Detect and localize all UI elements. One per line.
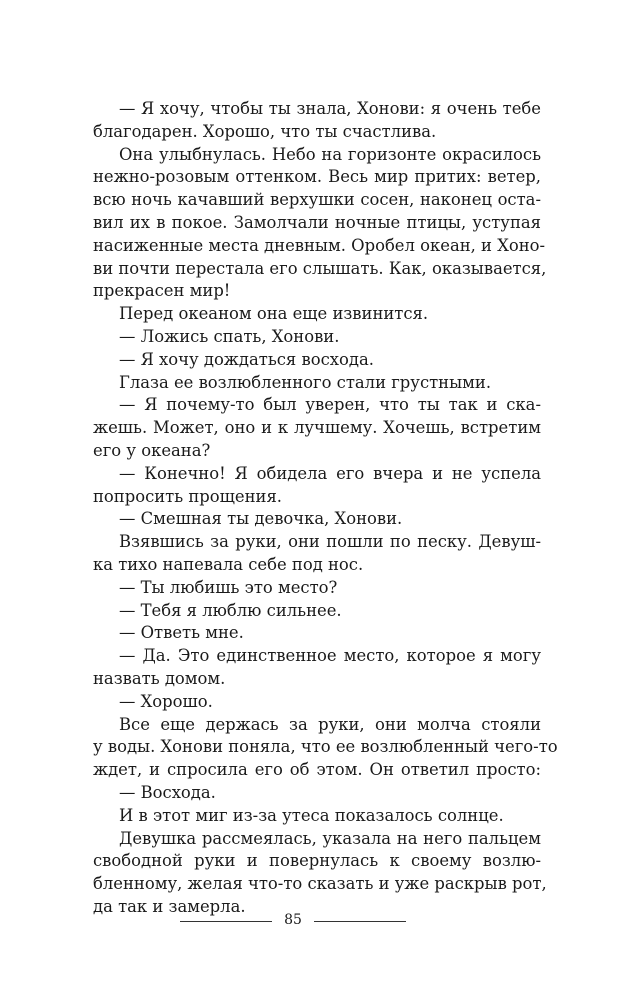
- text-line: — Да. Это единственное место, которое я могу: [119, 646, 541, 666]
- text-line: вил их в покое. Замолчали ночные птицы, уступая: [93, 212, 541, 232]
- text-line: ка тихо напевала себе под нос.: [93, 554, 364, 574]
- text-line: Она улыбнулась. Небо на горизонте окрасилось: [119, 144, 541, 164]
- text-line: нежно-розовым оттенком. Весь мир притих: ветер,: [93, 167, 541, 187]
- footer-rule-right: [314, 921, 406, 922]
- text-line: всю ночь качавший верхушки сосен, наконец оста-: [93, 190, 541, 210]
- page-footer: [0, 910, 619, 934]
- text-line: у воды. Хонови поняла, что ее возлюбленный чего-то: [93, 737, 558, 757]
- text-line: назвать домом.: [93, 668, 226, 688]
- text-line: Взявшись за руки, они пошли по песку. Девуш-: [119, 532, 541, 552]
- page-number: 85: [284, 912, 302, 928]
- text-line: И в этот миг из-за утеса показалось солнце.: [119, 805, 504, 825]
- text-line: — Ты любишь это место?: [119, 577, 338, 597]
- text-line: — Смешная ты девочка, Хонови.: [119, 509, 403, 529]
- text-line: — Ответь мне.: [119, 623, 244, 643]
- text-line: благодарен. Хорошо, что ты счастлива.: [93, 121, 437, 141]
- text-line: ждет, и спросила его об этом. Он ответил просто:: [93, 760, 541, 780]
- text-line: — Восхода.: [119, 782, 216, 802]
- text-line: попросить прощения.: [93, 486, 283, 506]
- text-line: его у океана?: [93, 440, 211, 460]
- text-line: свободной руки и повернулась к своему возлю-: [93, 851, 541, 871]
- text-line: ви почти перестала его слышать. Как, оказывается,: [93, 258, 547, 278]
- text-line: Глаза ее возлюбленного стали грустными.: [119, 372, 492, 392]
- text-line: — Я почему-то был уверен, что ты так и ска-: [119, 395, 541, 415]
- text-line: — Я хочу, чтобы ты знала, Хонови: я очень тебе: [119, 99, 541, 118]
- text-line: — Ложись спать, Хонови.: [119, 326, 340, 346]
- text-line: жешь. Может, оно и к лучшему. Хочешь, встретим: [93, 418, 541, 438]
- text-line: — Хорошо.: [119, 691, 213, 711]
- text-line: прекрасен мир!: [93, 281, 231, 301]
- text-line: — Я хочу дождаться восхода.: [119, 349, 374, 369]
- text-line: Все еще держась за руки, они молча стояли: [119, 714, 541, 734]
- text-line: да так и замерла.: [93, 896, 246, 916]
- text-line: бленному, желая что-то сказать и уже раскрыв рот,: [93, 874, 547, 894]
- text-line: Перед океаном она еще извинится.: [119, 304, 429, 324]
- text-line: насиженные места дневным. Оробел океан, и Хоно-: [93, 235, 546, 255]
- text-line: Девушка рассмеялась, указала на него пальцем: [119, 828, 541, 848]
- text-line: — Конечно! Я обидела его вчера и не успела: [119, 463, 541, 483]
- footer-rule-left: [180, 921, 272, 922]
- body-text: [93, 98, 558, 919]
- text-line: — Тебя я люблю сильнее.: [119, 600, 342, 620]
